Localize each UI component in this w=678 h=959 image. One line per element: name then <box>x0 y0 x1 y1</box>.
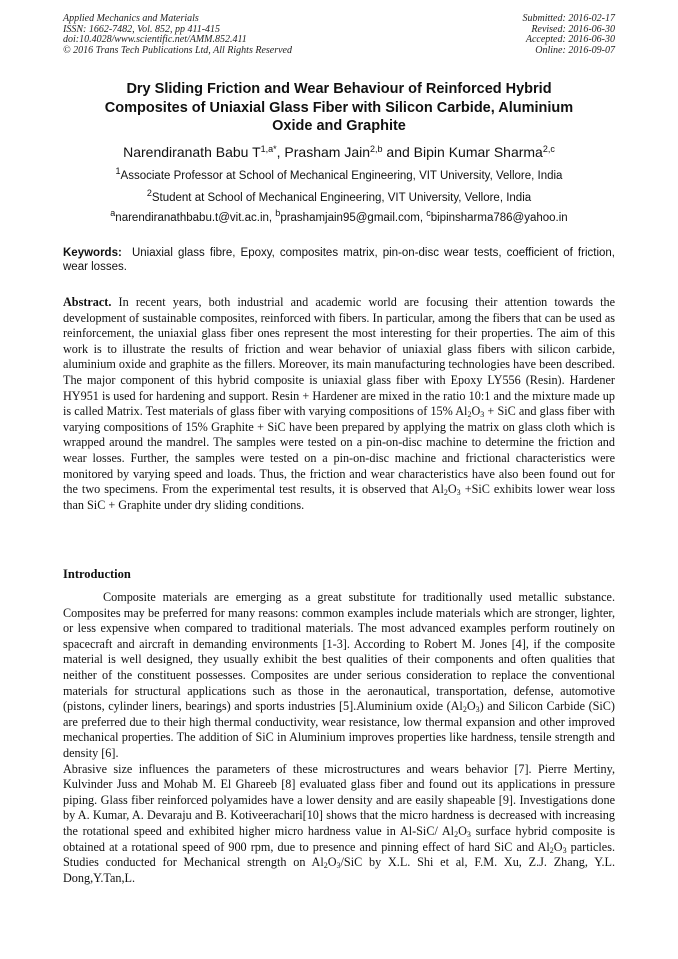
abstract-sub: 2 <box>467 410 472 420</box>
intro-p2-text-b: O <box>458 823 467 838</box>
introduction-body <box>63 590 615 886</box>
intro-sub: 2 <box>454 829 459 839</box>
intro-p1-text-c: ) and Silicon Carbide (SiC) are preferred due to their high thermal conductivity, wear resistance, low thermal expansion and other improved mechanical properties. The addition of SiC in Aluminium improves properties like hardness, tensile strength and density [6]. <box>63 699 615 760</box>
email-c[interactable]: bipinsharma786@yahoo.in <box>430 212 568 224</box>
abstract-sub: 2 <box>443 488 448 498</box>
journal-header <box>63 14 292 56</box>
intro-sub: 2 <box>549 845 554 855</box>
submission-dates <box>523 14 616 56</box>
intro-sub: 3 <box>336 861 341 871</box>
author-3-name: Bipin Kumar Sharma <box>413 144 543 160</box>
email-a[interactable]: narendiranathbabu.t@vit.ac.in, <box>115 212 276 224</box>
introduction-heading: Introduction <box>63 567 131 581</box>
journal-issn: ISSN: 1662-7482, Vol. 852, pp 411-415 <box>63 23 221 35</box>
intro-p2-text-d: O <box>553 839 563 854</box>
abstract-text-1: In recent years, both industrial and academic world are focusing their attention towards the development of sustainable composites, reinforced with fibers. In particular, among the fibers that can be used as reinforcement, the uniaxial glass fiber ones represent the most interesting for their properties. The aim of this work is to illustrate the results of friction and wear behavior of uniaxial glass fibers with silicon carbide, aluminium oxide and graphite as the fillers. Moreover, its main manufacturing technologies have been described. The major component of this hybrid composite is uniaxial glass fiber with Epoxy LY556 (Resin). Hardener HY951 is used for hardening and support. Resin + Hardener are mixed in the ratio 10:1 and the mixture made up is called Matrix. Test materials of glass fiber with varying compositions of 15% Al <box>63 295 615 419</box>
abstract-label: Abstract. <box>63 295 112 309</box>
paper-title <box>63 80 615 136</box>
author-1-affil: 1,a* <box>260 144 277 154</box>
intro-sub: 2 <box>462 705 467 715</box>
abstract-sub: 3 <box>480 410 485 420</box>
abstract-text-3: + SiC and glass fiber with varying compositions of 15% Graphite + SiC have been prepared by applying the matrix on glass cloth which is wrapped around the mandrel. The samples were tested on a pin-on-disc machine to determine the friction and wear losses. Further, the samples were tested on a pin-on-disc machine and frictional characteristics were monitored by varying speed and loads. Thus, the friction and wear characteristics have also been found out for the two specimens. From the experimental test results, it is observed that Al <box>63 404 615 497</box>
affiliation-1-marker: 1 <box>115 166 121 176</box>
intro-paragraph-1 <box>63 590 615 762</box>
date-accepted: Accepted: 2016-06-30 <box>525 34 615 45</box>
email-c-marker: c <box>426 208 431 218</box>
abstract-text-4: O <box>447 482 457 497</box>
affiliation-2 <box>63 188 615 205</box>
keywords-label: Keywords: <box>63 247 122 259</box>
intro-p2-text-e: particles. Studies conducted for Mechanical strength on Al <box>63 839 615 870</box>
author-sep-1: , <box>276 144 285 160</box>
journal-name: Applied Mechanics and Materials <box>63 13 199 24</box>
email-b[interactable]: prashamjain95@gmail.com, <box>280 212 427 224</box>
intro-sub: 3 <box>475 705 480 715</box>
intro-p1-text-a: Composite materials are emerging as a great substitute for traditionally used metallic substance. Composites may be preferred for many reasons: common examples include materials which are stronger, lighter, or less expensive when compared to traditional materials. The most advanced examples perform routinely on spacecraft and aircraft in demanding environments [1-3]. According to Robert M. Jones [4], if the composite material is well designed, they usually exhibit the best qualities of their components and often qualities that neither of the constituent possesses. Composites are under serious consideration to replace the conventional materials for structural applications such as those in the aeronautical, transportation, defense, automotive (pistons, cylinder liners, bearings) and sports industries [5].Aluminium oxide (Al <box>63 590 615 714</box>
intro-sub: 2 <box>323 861 328 871</box>
keywords-text: Uniaxial glass fibre, Epoxy, composites matrix, pin-on-disc wear tests, coefficient of friction, wear losses. <box>63 247 615 273</box>
title-line-1: Dry Sliding Friction and Wear Behaviour of Reinforced Hybrid <box>126 81 552 97</box>
journal-copyright: © 2016 Trans Tech Publications Ltd, All Rights Reserved <box>63 44 292 56</box>
author-1-name: Narendiranath Babu T <box>123 144 261 160</box>
journal-doi: doi:10.4028/www.scientific.net/AMM.852.411 <box>63 34 247 45</box>
affiliation-1-text: Associate Professor at School of Mechanical Engineering, VIT University, Vellore, India <box>120 170 563 182</box>
intro-sub: 3 <box>466 829 471 839</box>
date-online: Online: 2016-09-07 <box>535 44 615 56</box>
author-sep-2: and <box>382 144 414 160</box>
intro-p2-text-f: O <box>327 855 337 870</box>
email-b-marker: b <box>275 208 281 218</box>
abstract-sub: 3 <box>456 488 461 498</box>
intro-paragraph-2 <box>63 762 615 887</box>
author-2-name: Prasham Jain <box>284 144 371 160</box>
abstract-section <box>63 295 615 513</box>
intro-sub: 3 <box>562 845 567 855</box>
intro-p1-text-b: O <box>466 699 476 714</box>
author-list <box>63 142 615 162</box>
abstract-text-5: +SiC exhibits lower wear loss than SiC + Graphite under dry sliding conditions. <box>63 482 615 512</box>
author-3-affil: 2,c <box>542 144 555 154</box>
intro-p2-text-a: Abrasive size influences the parameters of these microstructures and wears behavior [7]. Pierre Mertiny, Kulvinder Juss and Mohab M. El Ghareeb [8] evaluated glass fiber and found out its applications in pressure piping. Glass fiber reinforced polyamides have a lower density and are easily shapeable [9]. Investigations done by A. Kumar, A. Devaraju and B. Kotiveerachari[10] shows that the micro hardness is decreased with increasing the rotational speed and exhibited higher micro hardness value in Al-SiC/ Al <box>63 761 615 838</box>
keywords-section <box>63 246 615 274</box>
author-2-affil: 2,b <box>370 144 383 154</box>
email-a-marker: a <box>110 208 116 218</box>
author-emails <box>63 208 615 225</box>
title-line-3: Oxide and Graphite <box>272 118 406 134</box>
date-submitted: Submitted: 2016-02-17 <box>522 13 615 24</box>
intro-p2-text-c: surface hybrid composite is obtained at a rotational speed of 900 rpm, due to presence and pinning effect of hard SiC and Al <box>63 823 615 854</box>
affiliation-2-text: Student at School of Mechanical Engineering, VIT University, Vellore, India <box>151 192 532 204</box>
affiliation-1 <box>63 166 615 183</box>
title-line-2: Composites of Uniaxial Glass Fiber with Silicon Carbide, Aluminium <box>104 99 574 116</box>
abstract-text-2: O <box>471 404 481 419</box>
date-revised: Revised: 2016-06-30 <box>531 23 615 35</box>
affiliation-2-marker: 2 <box>146 188 152 198</box>
intro-p2-text-g: /SiC by X.L. Shi et al, F.M. Xu, Z.J. Zhang, Y.L. Dong,Y.Tan,L. <box>63 855 615 885</box>
